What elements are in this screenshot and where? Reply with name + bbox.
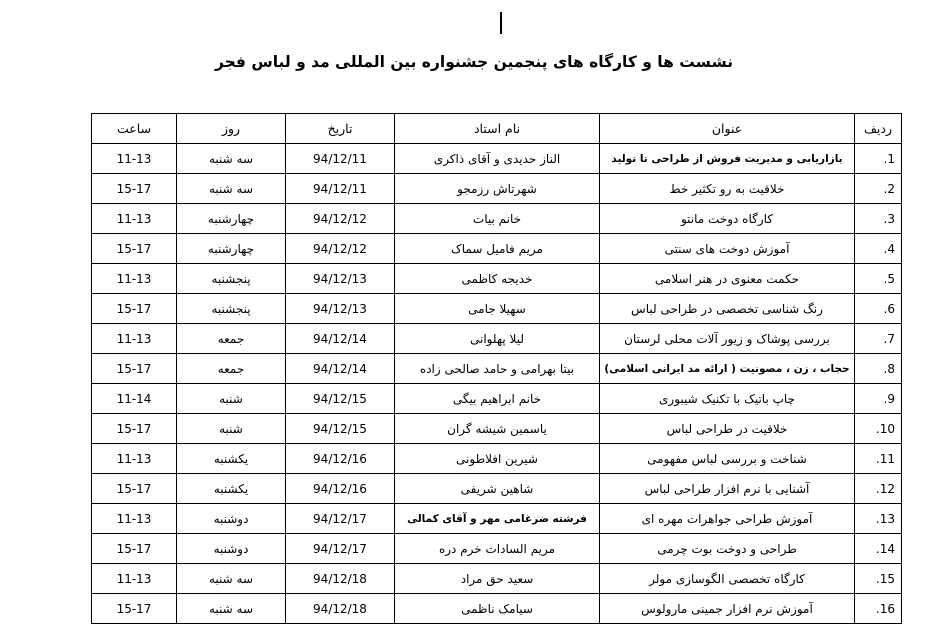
cell-date: 94/12/13	[286, 294, 395, 324]
document-title: نشست ها و کارگاه های پنجمین جشنواره بین المللی مد و لباس فجر	[214, 53, 734, 71]
table-row	[92, 534, 902, 564]
cell-day: شنبه	[177, 414, 286, 444]
cell-row-no: 9.	[855, 384, 902, 414]
cell-day: یکشنبه	[177, 474, 286, 504]
cell-instructor: مریم فامیل سماک	[395, 234, 600, 264]
cell-date: 94/12/18	[286, 564, 395, 594]
cell-day: یکشنبه	[177, 444, 286, 474]
table-row	[92, 354, 902, 384]
cell-subject: آموزش طراحی جواهرات مهره ای	[600, 504, 855, 534]
cell-day: سه شنبه	[177, 594, 286, 624]
cell-time: 11-13	[92, 144, 177, 174]
cell-time: 15-17	[92, 414, 177, 444]
cell-subject: حجاب ، زن ، مصونیت ( ارائه مد ایرانی اسلامی)	[600, 354, 855, 384]
cell-day: جمعه	[177, 324, 286, 354]
table-row	[92, 144, 902, 174]
cell-instructor: شیرین افلاطونی	[395, 444, 600, 474]
cell-instructor: سعید حق مراد	[395, 564, 600, 594]
cell-date: 94/12/13	[286, 264, 395, 294]
cell-row-no: 2.	[855, 174, 902, 204]
cell-time: 11-14	[92, 384, 177, 414]
cell-subject: رنگ شناسی تخصصی در طراحی لباس	[600, 294, 855, 324]
cell-day: چهارشنبه	[177, 204, 286, 234]
header-instructor: نام استاد	[395, 114, 600, 144]
cell-subject: شناخت و بررسی لباس مفهومی	[600, 444, 855, 474]
cell-instructor: مریم السادات خرم دره	[395, 534, 600, 564]
cell-time: 11-13	[92, 204, 177, 234]
table-row	[92, 204, 902, 234]
cell-instructor: لیلا پهلوانی	[395, 324, 600, 354]
cell-day: جمعه	[177, 354, 286, 384]
table-row	[92, 564, 902, 594]
cell-row-no: 4.	[855, 234, 902, 264]
table-row	[92, 444, 902, 474]
header-time: ساعت	[92, 114, 177, 144]
cell-row-no: 16.	[855, 594, 902, 624]
cell-time: 15-17	[92, 474, 177, 504]
cell-instructor: سیامک ناظمی	[395, 594, 600, 624]
cell-time: 11-13	[92, 264, 177, 294]
cell-instructor: فرشته ضرغامی مهر و آقای کمالی	[395, 504, 600, 534]
cell-date: 94/12/12	[286, 204, 395, 234]
cell-subject: کارگاه تخصصی الگوسازی مولر	[600, 564, 855, 594]
cell-subject: بررسی پوشاک و زیور آلات محلی لرستان	[600, 324, 855, 354]
cell-date: 94/12/17	[286, 504, 395, 534]
header-day: روز	[177, 114, 286, 144]
schedule-table	[91, 113, 902, 624]
cell-time: 15-17	[92, 294, 177, 324]
cell-day: سه شنبه	[177, 564, 286, 594]
cell-row-no: 13.	[855, 504, 902, 534]
cell-day: پنجشنبه	[177, 294, 286, 324]
cell-instructor: خانم بیات	[395, 204, 600, 234]
cell-subject: حکمت معنوی در هنر اسلامی	[600, 264, 855, 294]
cell-time: 15-17	[92, 594, 177, 624]
header-row-no: ردیف	[855, 114, 902, 144]
table-row	[92, 384, 902, 414]
cell-day: شنبه	[177, 384, 286, 414]
cell-row-no: 7.	[855, 324, 902, 354]
cell-instructor: الناز حدیدی و آقای ذاکری	[395, 144, 600, 174]
cell-instructor: بیتا بهرامی و حامد صالحی زاده	[395, 354, 600, 384]
table-row	[92, 594, 902, 624]
cell-date: 94/12/17	[286, 534, 395, 564]
text-cursor	[500, 12, 502, 34]
cell-day: چهارشنبه	[177, 234, 286, 264]
cell-subject: آموزش دوخت های سنتی	[600, 234, 855, 264]
cell-date: 94/12/16	[286, 474, 395, 504]
cell-time: 11-13	[92, 444, 177, 474]
cell-subject: خلاقیت به رو تکثیر خط	[600, 174, 855, 204]
cell-subject: کارگاه دوخت مانتو	[600, 204, 855, 234]
cell-day: سه شنبه	[177, 174, 286, 204]
cell-time: 11-13	[92, 564, 177, 594]
cell-date: 94/12/12	[286, 234, 395, 264]
cell-subject: طراحی و دوخت بوت چرمی	[600, 534, 855, 564]
cell-row-no: 14.	[855, 534, 902, 564]
cell-date: 94/12/15	[286, 414, 395, 444]
cell-time: 15-17	[92, 174, 177, 204]
cell-time: 15-17	[92, 354, 177, 384]
header-date: تاریخ	[286, 114, 395, 144]
table-row	[92, 294, 902, 324]
cell-instructor: خدیجه کاظمی	[395, 264, 600, 294]
cell-date: 94/12/14	[286, 324, 395, 354]
cell-time: 11-13	[92, 504, 177, 534]
cell-subject: چاپ باتیک با تکنیک شیبوری	[600, 384, 855, 414]
cell-date: 94/12/18	[286, 594, 395, 624]
cell-instructor: شهرتاش رزمجو	[395, 174, 600, 204]
table-header-row	[92, 114, 902, 144]
table-row	[92, 414, 902, 444]
cell-instructor: یاسمین شیشه گران	[395, 414, 600, 444]
cell-date: 94/12/14	[286, 354, 395, 384]
cell-subject: آشنایی با نرم افزار طراحی لباس	[600, 474, 855, 504]
cell-time: 15-17	[92, 534, 177, 564]
header-subject: عنوان	[600, 114, 855, 144]
cell-subject: خلاقیت در طراحی لباس	[600, 414, 855, 444]
cell-date: 94/12/15	[286, 384, 395, 414]
cell-day: پنجشنبه	[177, 264, 286, 294]
cell-date: 94/12/11	[286, 144, 395, 174]
cell-row-no: 6.	[855, 294, 902, 324]
table-row	[92, 234, 902, 264]
cell-row-no: 5.	[855, 264, 902, 294]
cell-row-no: 11.	[855, 444, 902, 474]
cell-instructor: خانم ابراهیم بیگی	[395, 384, 600, 414]
cell-row-no: 1.	[855, 144, 902, 174]
cell-row-no: 8.	[855, 354, 902, 384]
table-row	[92, 324, 902, 354]
table-row	[92, 174, 902, 204]
cell-row-no: 15.	[855, 564, 902, 594]
cell-day: دوشنبه	[177, 534, 286, 564]
cell-time: 15-17	[92, 234, 177, 264]
table-row	[92, 504, 902, 534]
cell-instructor: سهیلا جامی	[395, 294, 600, 324]
cell-date: 94/12/16	[286, 444, 395, 474]
cell-time: 11-13	[92, 324, 177, 354]
table-row	[92, 474, 902, 504]
cell-instructor: شاهین شریفی	[395, 474, 600, 504]
cell-day: سه شنبه	[177, 144, 286, 174]
cell-subject: آموزش نرم افزار جمینی مارولوس	[600, 594, 855, 624]
cell-row-no: 10.	[855, 414, 902, 444]
cell-day: دوشنبه	[177, 504, 286, 534]
cell-subject: بازاریابی و مدیریت فروش از طراحی تا تولید	[600, 144, 855, 174]
table-row	[92, 264, 902, 294]
cell-date: 94/12/11	[286, 174, 395, 204]
cell-row-no: 3.	[855, 204, 902, 234]
cell-row-no: 12.	[855, 474, 902, 504]
